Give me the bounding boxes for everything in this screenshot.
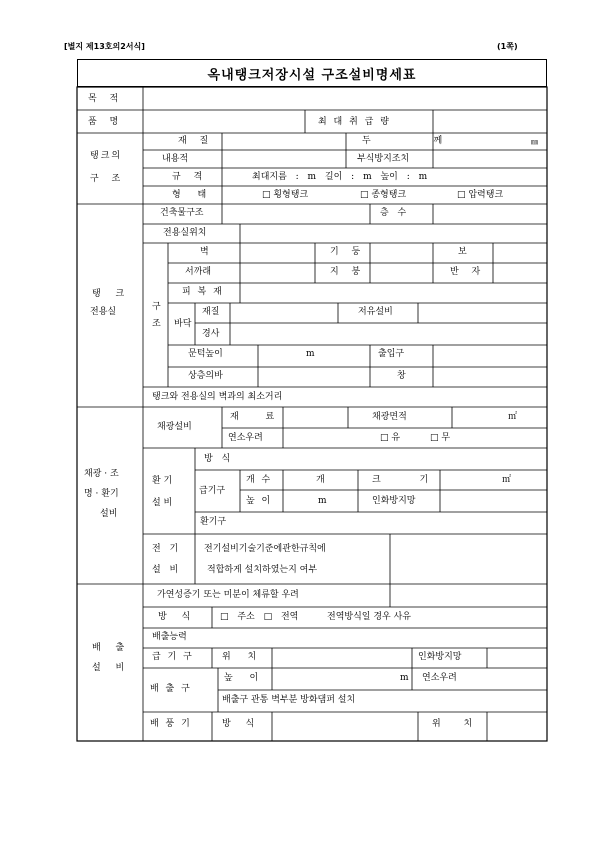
covering-label: 피 복 재	[182, 287, 224, 297]
structure-vertical-2: 조	[152, 319, 161, 329]
lighting-label-2: 명 · 환기	[84, 489, 119, 499]
floor-material-label: 재질	[202, 307, 220, 317]
exhaust-height-unit: m	[400, 673, 409, 683]
vent-method-label: 방 식	[204, 454, 234, 464]
form-id: [별지 제13호의2서식]	[64, 42, 145, 51]
corrosion-label: 부식방지조치	[357, 154, 410, 164]
pillar-label: 기 둥	[330, 247, 366, 257]
fan-position-label: 위 치	[432, 719, 483, 729]
capacity-label: 내용적	[162, 154, 189, 164]
combustion-option-no[interactable]: □ 무	[430, 433, 451, 443]
shape-label: 형 태	[172, 190, 214, 200]
vent-label-2: 설 비	[152, 498, 173, 508]
fan-method-label: 방 식	[222, 719, 261, 729]
shape-option-pressure[interactable]: □ 압력탱크	[457, 190, 504, 200]
exit-label: 출입구	[378, 349, 405, 359]
wall-label: 벽	[200, 247, 209, 257]
lighting-label-3: 설비	[100, 509, 118, 519]
lighting-area-label: 채광면적	[372, 412, 407, 422]
vent-fire-net-label: 인화방지망	[372, 496, 416, 506]
rafter-label: 서까래	[185, 267, 212, 277]
shape-option-vertical[interactable]: □ 종형탱크	[360, 190, 407, 200]
distance-label: 탱크와 전용실의 벽과의 최소거리	[152, 392, 283, 402]
room-label-1: 탱 크	[92, 289, 131, 299]
exhaust-height-label: 높 이	[224, 673, 266, 683]
vent-height-unit: m	[318, 496, 327, 506]
thickness-label: 두 께	[362, 136, 473, 146]
exhaust-label-2: 설 비	[92, 663, 131, 673]
tank-structure-label-2: 구 조	[90, 174, 126, 184]
beam-label: 보	[458, 247, 467, 257]
exhaust-method-label: 방 식	[158, 612, 197, 622]
upper-floor-label: 상층의바	[188, 371, 223, 381]
purpose-label: 목 적	[88, 94, 124, 104]
thickness-unit: ㎜	[531, 138, 538, 146]
damper-label: 배출구 관통 벽부분 방화댐퍼 설치	[222, 695, 356, 705]
elec-label-1: 전 기	[152, 544, 182, 554]
lighting-combustion-label: 연소우려	[228, 433, 263, 443]
lighting-equipment-label: 채광설비	[157, 422, 192, 432]
drain-label: 저유설비	[358, 307, 393, 317]
elec-label-2: 설 비	[152, 565, 182, 575]
window-label: 창	[397, 371, 406, 381]
roof-label: 지 붕	[330, 267, 366, 277]
spec-value: 최대지름 : m 길이 : m 높이 : m	[252, 172, 428, 182]
lighting-area-unit: ㎡	[508, 412, 518, 422]
exhaust-label-1: 배 출	[92, 643, 131, 653]
slope-label: 경사	[202, 329, 220, 339]
intake-label: 급기구	[199, 486, 226, 496]
exhaust-intake-position-label: 위 치	[222, 652, 264, 662]
item-name-label: 품 명	[88, 117, 124, 127]
vapor-label: 가연성증기 또는 미분이 체류할 우려	[157, 590, 299, 600]
sill-height-label: 문턱높이	[188, 349, 223, 359]
tank-structure-label-1: 탱크의	[90, 151, 123, 161]
shape-option-horizontal[interactable]: □ 횡형탱크	[262, 190, 309, 200]
spec-label: 규 격	[172, 172, 208, 182]
size-unit: ㎡	[502, 475, 512, 485]
exhaust-vent-label: 환기구	[200, 517, 227, 527]
floor-label: 바닥	[174, 319, 192, 329]
exhaust-method-reason: 전역방식일 경우 사유	[327, 612, 411, 622]
elec-text-1: 전기설비기술기준에관한규칙에	[204, 544, 326, 554]
location-label: 전용실위치	[163, 228, 207, 238]
size-label: 크 기	[372, 475, 447, 485]
ceiling-label: 반 자	[450, 267, 486, 277]
exhaust-intake-label: 급 기 구	[152, 652, 194, 662]
exhaust-combustion-label: 연소우려	[422, 673, 457, 683]
room-label-2: 전용실	[90, 307, 117, 317]
exhaust-capacity-label: 배출능력	[152, 632, 187, 642]
count-label: 개 수	[246, 475, 273, 485]
exhaust-method-options[interactable]: □ 주소 □ 전역	[220, 612, 299, 622]
form-title: 옥내탱크저장시설 구조설비명세표	[77, 59, 547, 87]
max-quantity-label: 최 대 취 급 량	[318, 117, 391, 127]
structure-vertical-1: 구	[152, 302, 161, 312]
building-structure-label: 건축물구조	[160, 208, 204, 218]
lighting-label-1: 채광 · 조	[84, 469, 119, 479]
page-number: (1쪽)	[497, 42, 518, 51]
vent-height-label: 높 이	[246, 496, 273, 506]
sill-height-unit: m	[306, 349, 315, 359]
fan-label: 배 풍 기	[150, 719, 192, 729]
combustion-option-yes[interactable]: □ 유	[380, 433, 401, 443]
count-unit: 개	[316, 475, 325, 485]
exhaust-fire-net-label: 인화방지망	[418, 652, 462, 662]
exhaust-outlet-label: 배 출 구	[150, 684, 192, 694]
lighting-material-label: 재 료	[230, 412, 287, 422]
elec-text-2: 적합하게 설치하였는지 여부	[207, 565, 318, 575]
vent-label-1: 환 기	[152, 476, 173, 486]
material-label: 재 질	[178, 136, 214, 146]
floors-label: 층 수	[380, 208, 410, 218]
